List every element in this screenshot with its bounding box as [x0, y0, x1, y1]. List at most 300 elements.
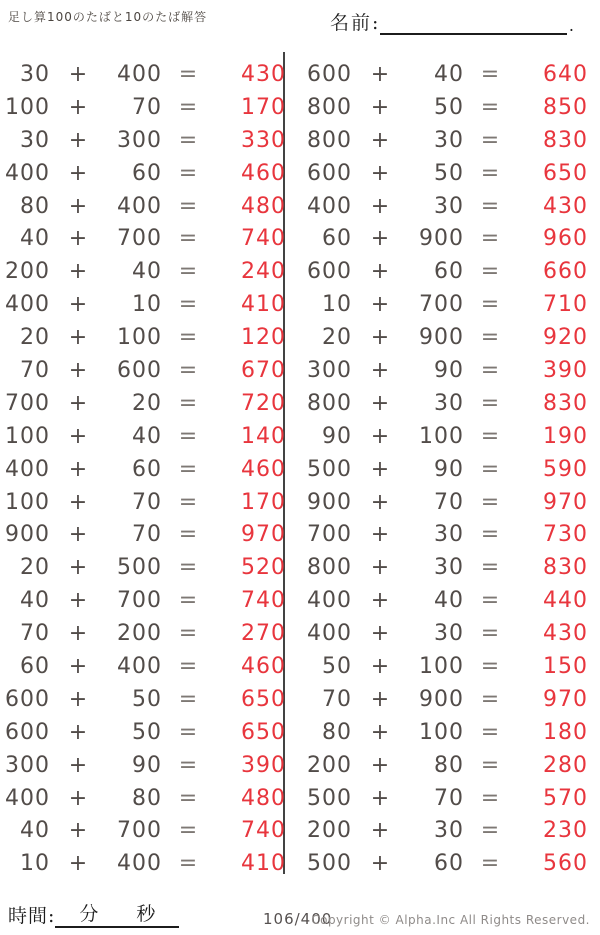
equals-sign: =	[480, 292, 500, 318]
plus-sign: +	[370, 127, 390, 153]
problem-row-right-8	[306, 288, 588, 321]
problem-row-left-2	[4, 91, 286, 124]
equals-sign: =	[480, 127, 500, 153]
answer: 830	[543, 127, 588, 153]
plus-sign: +	[370, 555, 390, 581]
answer: 280	[543, 752, 588, 778]
addend-2: 100	[419, 423, 464, 449]
equals-sign: =	[480, 193, 500, 219]
equals-sign: =	[178, 292, 198, 318]
equals-sign: =	[178, 456, 198, 482]
problem-row-right-20	[306, 683, 588, 716]
equals-sign: =	[178, 193, 198, 219]
equals-sign: =	[178, 686, 198, 712]
equals-sign: =	[480, 61, 500, 87]
addend-2: 400	[117, 61, 162, 87]
addend-2: 400	[117, 653, 162, 679]
equals-sign: =	[178, 818, 198, 844]
time-underline	[55, 902, 179, 928]
addend-2: 70	[132, 489, 162, 515]
plus-sign: +	[68, 653, 88, 679]
addend-1: 30	[20, 127, 50, 153]
addend-1: 400	[307, 193, 352, 219]
problem-row-left-6	[4, 222, 286, 255]
problem-row-right-23	[306, 782, 588, 815]
plus-sign: +	[68, 357, 88, 383]
plus-sign: +	[370, 357, 390, 383]
equals-sign: =	[480, 325, 500, 351]
addend-1: 500	[307, 456, 352, 482]
addend-2: 200	[117, 621, 162, 647]
answer: 480	[241, 785, 286, 811]
equals-sign: =	[178, 390, 198, 416]
problem-row-left-20	[4, 683, 286, 716]
addend-2: 60	[434, 851, 464, 877]
equals-sign: =	[178, 259, 198, 285]
answer: 740	[241, 588, 286, 614]
addend-2: 30	[434, 193, 464, 219]
plus-sign: +	[370, 621, 390, 647]
answer: 920	[543, 325, 588, 351]
addend-1: 40	[20, 818, 50, 844]
plus-sign: +	[370, 653, 390, 679]
addend-2: 100	[419, 653, 464, 679]
answer: 710	[543, 292, 588, 318]
addend-2: 400	[117, 851, 162, 877]
addend-1: 20	[20, 555, 50, 581]
plus-sign: +	[370, 588, 390, 614]
equals-sign: =	[178, 752, 198, 778]
answer: 170	[241, 94, 286, 120]
answer: 410	[241, 851, 286, 877]
answer: 460	[241, 160, 286, 186]
addend-1: 60	[322, 226, 352, 252]
answer: 480	[241, 193, 286, 219]
plus-sign: +	[68, 259, 88, 285]
plus-sign: +	[370, 325, 390, 351]
equals-sign: =	[178, 357, 198, 383]
equals-sign: =	[178, 621, 198, 647]
problem-row-right-11	[306, 387, 588, 420]
addend-2: 900	[419, 686, 464, 712]
plus-sign: +	[370, 752, 390, 778]
problem-row-left-7	[4, 255, 286, 288]
addend-2: 90	[132, 752, 162, 778]
plus-sign: +	[68, 226, 88, 252]
addend-2: 300	[117, 127, 162, 153]
answer: 570	[543, 785, 588, 811]
addend-2: 40	[132, 423, 162, 449]
plus-sign: +	[68, 94, 88, 120]
problem-row-right-3	[306, 124, 588, 157]
addend-1: 10	[322, 292, 352, 318]
addend-2: 700	[419, 292, 464, 318]
problem-row-left-14	[4, 486, 286, 519]
answer: 650	[241, 686, 286, 712]
addend-2: 50	[132, 686, 162, 712]
addend-2: 30	[434, 127, 464, 153]
equals-sign: =	[480, 357, 500, 383]
addend-2: 10	[132, 292, 162, 318]
addend-1: 500	[307, 785, 352, 811]
answer: 730	[543, 522, 588, 548]
addend-1: 70	[20, 357, 50, 383]
problem-row-left-10	[4, 354, 286, 387]
addend-1: 200	[307, 752, 352, 778]
answer: 720	[241, 390, 286, 416]
problem-row-right-7	[306, 255, 588, 288]
answer: 430	[543, 193, 588, 219]
problems-column-left	[4, 58, 286, 880]
problem-row-left-22	[4, 749, 286, 782]
addend-2: 40	[434, 588, 464, 614]
plus-sign: +	[370, 259, 390, 285]
name-period: .	[568, 16, 574, 35]
answer: 460	[241, 653, 286, 679]
minutes-label: 分	[79, 903, 99, 925]
addend-2: 70	[434, 489, 464, 515]
problem-row-left-8	[4, 288, 286, 321]
answer: 970	[543, 489, 588, 515]
equals-sign: =	[178, 653, 198, 679]
problem-row-right-14	[306, 486, 588, 519]
addend-1: 70	[20, 621, 50, 647]
equals-sign: =	[480, 752, 500, 778]
equals-sign: =	[178, 555, 198, 581]
addend-2: 500	[117, 555, 162, 581]
addend-1: 100	[5, 489, 50, 515]
plus-sign: +	[370, 489, 390, 515]
addend-2: 80	[132, 785, 162, 811]
addend-2: 700	[117, 818, 162, 844]
addend-1: 600	[307, 259, 352, 285]
addend-1: 400	[307, 621, 352, 647]
equals-sign: =	[480, 719, 500, 745]
equals-sign: =	[480, 489, 500, 515]
plus-sign: +	[370, 423, 390, 449]
addend-1: 800	[307, 555, 352, 581]
addend-1: 400	[5, 292, 50, 318]
plus-sign: +	[68, 555, 88, 581]
addend-1: 400	[5, 456, 50, 482]
time-field	[8, 901, 179, 928]
answer: 520	[241, 555, 286, 581]
plus-sign: +	[370, 818, 390, 844]
problem-row-right-17	[306, 584, 588, 617]
addend-1: 10	[20, 851, 50, 877]
addend-2: 30	[434, 555, 464, 581]
answer: 660	[543, 259, 588, 285]
answer: 640	[543, 61, 588, 87]
addend-1: 500	[307, 851, 352, 877]
problem-row-right-5	[306, 190, 588, 223]
problem-row-left-1	[4, 58, 286, 91]
page-number: 106/400	[263, 910, 333, 928]
addend-1: 400	[5, 785, 50, 811]
seconds-label: 秒	[136, 903, 156, 925]
problem-row-right-2	[306, 91, 588, 124]
addend-1: 200	[5, 259, 50, 285]
plus-sign: +	[68, 818, 88, 844]
name-field	[330, 8, 574, 35]
addend-1: 700	[307, 522, 352, 548]
addend-1: 900	[5, 522, 50, 548]
plus-sign: +	[68, 785, 88, 811]
equals-sign: =	[480, 522, 500, 548]
plus-sign: +	[68, 292, 88, 318]
problem-row-left-19	[4, 650, 286, 683]
plus-sign: +	[370, 851, 390, 877]
problem-row-right-9	[306, 321, 588, 354]
plus-sign: +	[370, 522, 390, 548]
addend-1: 60	[20, 653, 50, 679]
plus-sign: +	[68, 621, 88, 647]
addend-1: 20	[322, 325, 352, 351]
answer: 440	[543, 588, 588, 614]
plus-sign: +	[370, 160, 390, 186]
addend-2: 50	[434, 160, 464, 186]
plus-sign: +	[68, 456, 88, 482]
answer: 850	[543, 94, 588, 120]
addend-2: 20	[132, 390, 162, 416]
addend-2: 60	[434, 259, 464, 285]
problem-row-left-18	[4, 617, 286, 650]
problem-row-left-17	[4, 584, 286, 617]
answer: 590	[543, 456, 588, 482]
addend-1: 600	[307, 61, 352, 87]
addend-1: 100	[5, 423, 50, 449]
plus-sign: +	[68, 325, 88, 351]
addend-2: 700	[117, 226, 162, 252]
equals-sign: =	[480, 423, 500, 449]
addend-1: 900	[307, 489, 352, 515]
equals-sign: =	[178, 61, 198, 87]
plus-sign: +	[68, 851, 88, 877]
equals-sign: =	[480, 259, 500, 285]
equals-sign: =	[178, 489, 198, 515]
equals-sign: =	[480, 94, 500, 120]
plus-sign: +	[370, 719, 390, 745]
addend-1: 30	[20, 61, 50, 87]
addend-1: 400	[307, 588, 352, 614]
addend-2: 70	[132, 522, 162, 548]
answer: 650	[543, 160, 588, 186]
addend-2: 40	[132, 259, 162, 285]
answer: 970	[241, 522, 286, 548]
addend-2: 30	[434, 390, 464, 416]
equals-sign: =	[178, 94, 198, 120]
addend-1: 300	[5, 752, 50, 778]
addend-2: 60	[132, 456, 162, 482]
answer: 740	[241, 226, 286, 252]
addend-1: 20	[20, 325, 50, 351]
problem-row-left-23	[4, 782, 286, 815]
answer: 960	[543, 226, 588, 252]
plus-sign: +	[370, 292, 390, 318]
plus-sign: +	[68, 160, 88, 186]
plus-sign: +	[370, 226, 390, 252]
answer: 460	[241, 456, 286, 482]
answer: 430	[241, 61, 286, 87]
answer: 830	[543, 390, 588, 416]
addend-1: 200	[307, 818, 352, 844]
addend-1: 800	[307, 127, 352, 153]
answer: 390	[241, 752, 286, 778]
answer: 190	[543, 423, 588, 449]
equals-sign: =	[480, 686, 500, 712]
equals-sign: =	[178, 160, 198, 186]
problem-row-right-24	[306, 814, 588, 847]
addend-1: 600	[5, 719, 50, 745]
addend-1: 40	[20, 226, 50, 252]
equals-sign: =	[480, 653, 500, 679]
addend-1: 100	[5, 94, 50, 120]
problem-row-left-16	[4, 551, 286, 584]
addend-1: 800	[307, 390, 352, 416]
plus-sign: +	[68, 390, 88, 416]
plus-sign: +	[370, 193, 390, 219]
plus-sign: +	[68, 127, 88, 153]
addend-2: 70	[132, 94, 162, 120]
equals-sign: =	[178, 588, 198, 614]
addend-1: 80	[322, 719, 352, 745]
equals-sign: =	[480, 621, 500, 647]
equals-sign: =	[178, 522, 198, 548]
equals-sign: =	[480, 390, 500, 416]
problem-row-left-9	[4, 321, 286, 354]
problem-row-right-21	[306, 716, 588, 749]
problems-column-right	[306, 58, 588, 880]
addend-2: 80	[434, 752, 464, 778]
plus-sign: +	[68, 588, 88, 614]
answer: 830	[543, 555, 588, 581]
problem-row-right-22	[306, 749, 588, 782]
plus-sign: +	[68, 686, 88, 712]
plus-sign: +	[68, 423, 88, 449]
plus-sign: +	[370, 785, 390, 811]
equals-sign: =	[178, 325, 198, 351]
copyright-notice: Copyright © Alpha.Inc All Rights Reserved.	[311, 913, 590, 927]
problem-row-right-4	[306, 157, 588, 190]
answer: 740	[241, 818, 286, 844]
answer: 230	[543, 818, 588, 844]
plus-sign: +	[68, 522, 88, 548]
plus-sign: +	[68, 752, 88, 778]
addend-2: 60	[132, 160, 162, 186]
problem-row-left-11	[4, 387, 286, 420]
addend-1: 600	[307, 160, 352, 186]
answer: 410	[241, 292, 286, 318]
name-label: 名前:	[330, 12, 381, 34]
plus-sign: +	[370, 94, 390, 120]
plus-sign: +	[370, 686, 390, 712]
plus-sign: +	[68, 61, 88, 87]
answer: 670	[241, 357, 286, 383]
answer: 430	[543, 621, 588, 647]
problem-row-right-10	[306, 354, 588, 387]
addend-2: 600	[117, 357, 162, 383]
equals-sign: =	[480, 226, 500, 252]
answer: 560	[543, 851, 588, 877]
equals-sign: =	[178, 851, 198, 877]
plus-sign: +	[68, 719, 88, 745]
addend-2: 40	[434, 61, 464, 87]
equals-sign: =	[480, 588, 500, 614]
equals-sign: =	[480, 160, 500, 186]
problem-row-right-19	[306, 650, 588, 683]
equals-sign: =	[178, 719, 198, 745]
addend-2: 90	[434, 456, 464, 482]
problem-row-right-12	[306, 420, 588, 453]
answer: 390	[543, 357, 588, 383]
plus-sign: +	[370, 61, 390, 87]
addend-1: 800	[307, 94, 352, 120]
plus-sign: +	[68, 489, 88, 515]
addend-1: 50	[322, 653, 352, 679]
problem-row-left-25	[4, 847, 286, 880]
problem-row-left-13	[4, 453, 286, 486]
addend-2: 70	[434, 785, 464, 811]
answer: 170	[241, 489, 286, 515]
equals-sign: =	[178, 785, 198, 811]
addend-2: 900	[419, 325, 464, 351]
addend-2: 700	[117, 588, 162, 614]
equals-sign: =	[480, 555, 500, 581]
problem-row-right-15	[306, 518, 588, 551]
addend-1: 400	[5, 160, 50, 186]
plus-sign: +	[68, 193, 88, 219]
problem-row-right-18	[306, 617, 588, 650]
addend-2: 100	[419, 719, 464, 745]
addend-2: 50	[434, 94, 464, 120]
answer: 150	[543, 653, 588, 679]
addend-2: 90	[434, 357, 464, 383]
equals-sign: =	[480, 456, 500, 482]
problem-row-right-13	[306, 453, 588, 486]
addend-1: 80	[20, 193, 50, 219]
addend-2: 50	[132, 719, 162, 745]
equals-sign: =	[480, 851, 500, 877]
problem-row-right-6	[306, 222, 588, 255]
problem-row-left-12	[4, 420, 286, 453]
plus-sign: +	[370, 390, 390, 416]
equals-sign: =	[178, 423, 198, 449]
answer: 180	[543, 719, 588, 745]
problem-row-left-5	[4, 190, 286, 223]
problem-row-left-24	[4, 814, 286, 847]
addend-1: 70	[322, 686, 352, 712]
problem-row-left-21	[4, 716, 286, 749]
problem-row-left-3	[4, 124, 286, 157]
answer: 240	[241, 259, 286, 285]
answer: 140	[241, 423, 286, 449]
addend-1: 40	[20, 588, 50, 614]
addend-2: 30	[434, 621, 464, 647]
answer: 270	[241, 621, 286, 647]
equals-sign: =	[480, 785, 500, 811]
addend-1: 600	[5, 686, 50, 712]
addend-2: 900	[419, 226, 464, 252]
time-label: 時間:	[8, 905, 56, 927]
addend-1: 90	[322, 423, 352, 449]
problem-row-left-4	[4, 157, 286, 190]
answer: 330	[241, 127, 286, 153]
addend-1: 300	[307, 357, 352, 383]
problem-row-right-16	[306, 551, 588, 584]
addend-2: 400	[117, 193, 162, 219]
problem-row-left-15	[4, 518, 286, 551]
problem-row-right-1	[306, 58, 588, 91]
